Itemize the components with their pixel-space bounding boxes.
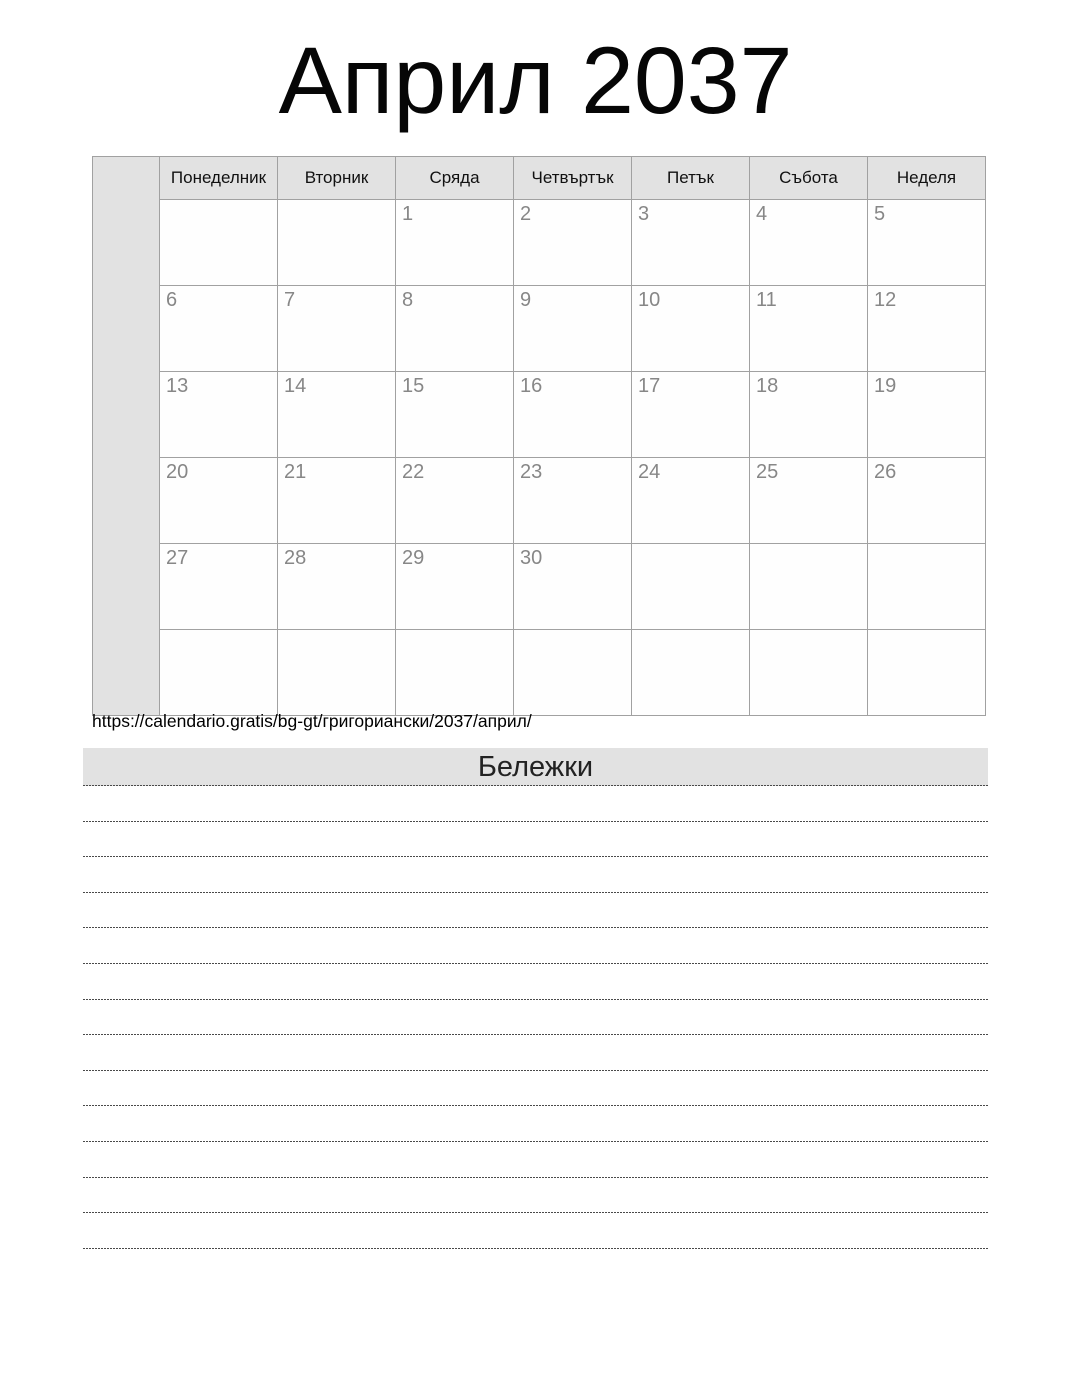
note-line	[83, 893, 988, 929]
day-cell	[868, 286, 986, 372]
weekday-header-tuesday: Вторник	[278, 157, 396, 200]
day-number	[160, 200, 277, 203]
weekday-header-row	[93, 157, 986, 200]
day-number: 15	[402, 375, 425, 397]
week-row	[93, 372, 986, 458]
day-cell	[868, 458, 986, 544]
day-cell	[396, 372, 514, 458]
day-cell	[632, 544, 750, 630]
day-cell	[278, 544, 396, 630]
day-number: 26	[874, 461, 897, 483]
notes-title: Бележки	[83, 748, 988, 786]
day-cell	[160, 458, 278, 544]
day-cell	[160, 200, 278, 286]
day-number: 9	[520, 289, 532, 311]
day-cell	[750, 544, 868, 630]
weekday-header-thursday: Четвъртък	[514, 157, 632, 200]
day-number: 25	[756, 461, 779, 483]
calendar-side-column	[93, 157, 160, 716]
day-number: 8	[402, 289, 414, 311]
weekday-header-friday: Петък	[632, 157, 750, 200]
day-number: 24	[638, 461, 661, 483]
note-line	[83, 1071, 988, 1107]
day-cell	[750, 458, 868, 544]
day-number	[868, 544, 985, 547]
day-cell	[396, 544, 514, 630]
day-number	[160, 630, 277, 633]
day-number	[514, 630, 631, 633]
day-number: 7	[284, 289, 296, 311]
day-cell	[868, 630, 986, 716]
day-cell	[278, 286, 396, 372]
week-row	[93, 544, 986, 630]
note-line	[83, 964, 988, 1000]
day-cell	[278, 630, 396, 716]
day-cell	[868, 372, 986, 458]
source-url[interactable]: https://calendario.gratis/bg-gt/григориански/2037/април/	[92, 711, 532, 731]
day-cell	[750, 286, 868, 372]
day-number: 5	[874, 203, 886, 225]
day-number: 21	[284, 461, 307, 483]
day-number: 22	[402, 461, 425, 483]
note-line	[83, 1000, 988, 1036]
note-line	[83, 857, 988, 893]
day-cell	[160, 544, 278, 630]
note-line	[83, 1142, 988, 1178]
day-cell	[632, 200, 750, 286]
note-line	[83, 1035, 988, 1071]
day-number: 29	[402, 547, 425, 569]
note-line	[83, 1106, 988, 1142]
day-number	[278, 630, 395, 633]
day-cell	[160, 286, 278, 372]
day-number: 28	[284, 547, 307, 569]
day-cell	[632, 458, 750, 544]
day-number: 23	[520, 461, 543, 483]
note-line	[83, 928, 988, 964]
calendar-table	[92, 156, 986, 716]
day-cell	[750, 200, 868, 286]
week-row	[93, 630, 986, 716]
week-row	[93, 458, 986, 544]
day-number: 17	[638, 375, 661, 397]
day-number	[632, 544, 749, 547]
day-number: 2	[520, 203, 532, 225]
day-cell	[868, 200, 986, 286]
day-number: 14	[284, 375, 307, 397]
weekday-header-wednesday: Сряда	[396, 157, 514, 200]
day-cell	[514, 630, 632, 716]
week-row	[93, 200, 986, 286]
day-number: 18	[756, 375, 779, 397]
notes-section	[83, 748, 988, 1249]
page-title: Април 2037	[278, 28, 793, 134]
day-cell	[514, 200, 632, 286]
day-cell	[278, 200, 396, 286]
day-cell	[750, 372, 868, 458]
day-number: 1	[402, 203, 414, 225]
day-cell	[278, 372, 396, 458]
day-cell	[396, 286, 514, 372]
day-cell	[632, 286, 750, 372]
day-number: 6	[166, 289, 178, 311]
day-number	[396, 630, 513, 633]
day-number	[868, 630, 985, 633]
day-number: 4	[756, 203, 768, 225]
day-cell	[278, 458, 396, 544]
day-number: 10	[638, 289, 661, 311]
day-number: 12	[874, 289, 897, 311]
week-row	[93, 286, 986, 372]
day-number: 30	[520, 547, 543, 569]
day-cell	[396, 200, 514, 286]
notes-lines	[83, 786, 988, 1249]
day-number: 20	[166, 461, 189, 483]
day-cell	[632, 630, 750, 716]
day-cell	[750, 630, 868, 716]
day-number	[278, 200, 395, 203]
day-number	[750, 544, 867, 547]
day-cell	[632, 372, 750, 458]
note-line	[83, 1178, 988, 1214]
day-cell	[396, 630, 514, 716]
note-line	[83, 786, 988, 822]
day-cell	[514, 372, 632, 458]
day-cell	[160, 372, 278, 458]
day-number: 13	[166, 375, 189, 397]
weekday-header-sunday: Неделя	[868, 157, 986, 200]
day-number: 11	[756, 289, 777, 311]
day-number: 27	[166, 547, 189, 569]
day-cell	[514, 458, 632, 544]
day-cell	[514, 544, 632, 630]
day-cell	[868, 544, 986, 630]
day-number: 3	[638, 203, 650, 225]
day-cell	[160, 630, 278, 716]
note-line	[83, 1213, 988, 1249]
day-number	[750, 630, 867, 633]
day-cell	[514, 286, 632, 372]
day-number: 19	[874, 375, 897, 397]
day-number: 16	[520, 375, 543, 397]
day-cell	[396, 458, 514, 544]
weekday-header-saturday: Събота	[750, 157, 868, 200]
day-number	[632, 630, 749, 633]
weekday-header-monday: Понеделник	[160, 157, 278, 200]
note-line	[83, 822, 988, 858]
